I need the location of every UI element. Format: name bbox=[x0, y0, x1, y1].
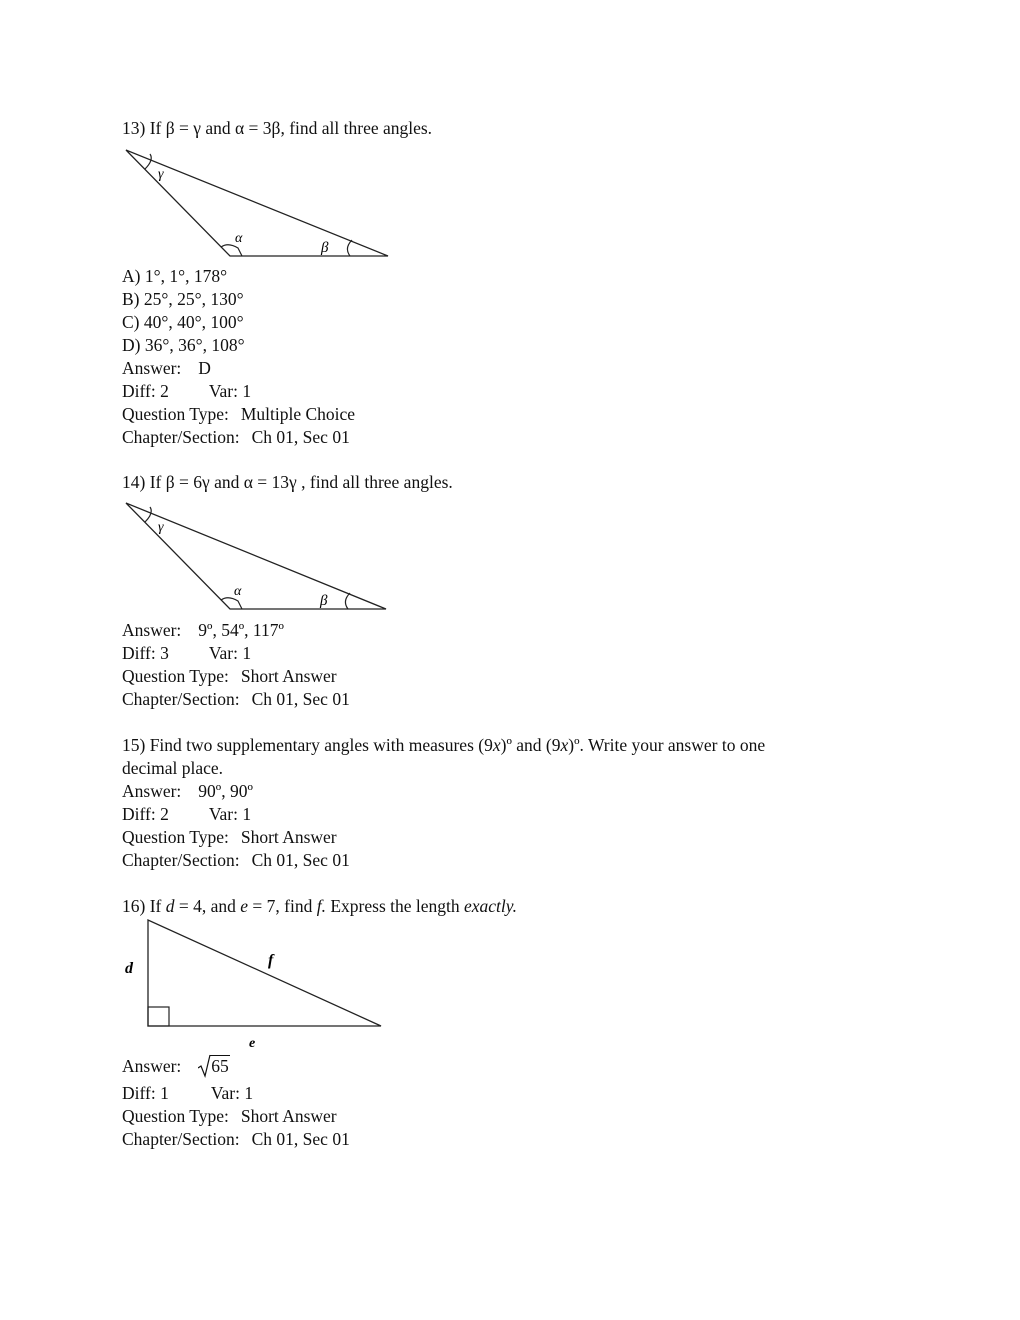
q13-gamma-arc bbox=[145, 154, 151, 169]
radical-sign-icon bbox=[198, 1053, 211, 1079]
q14-var: Var: 1 bbox=[208, 643, 252, 663]
q15-section-label: Chapter/Section: bbox=[122, 850, 240, 870]
q13-type-line bbox=[122, 403, 355, 425]
q16-answer-line bbox=[122, 1055, 230, 1077]
q14-diff: Diff: 3 bbox=[122, 643, 169, 663]
q15-stem-part1: 15) Find two supplementary angles with measures (9 bbox=[122, 735, 493, 755]
q14-section-value: Ch 01, Sec 01 bbox=[251, 689, 350, 709]
q14-stem: 14) If β = 6γ and α = 13γ , find all three angles. bbox=[122, 472, 453, 492]
q13-type-value: Multiple Choice bbox=[240, 404, 356, 424]
q16-stem-var-e: e bbox=[240, 896, 249, 916]
q13-triangle bbox=[126, 150, 388, 256]
q16-stem-var-f: f. bbox=[316, 896, 326, 916]
q15-diff: Diff: 2 bbox=[122, 804, 169, 824]
q13-section-label: Chapter/Section: bbox=[122, 427, 240, 447]
q16-meta-line bbox=[122, 1082, 253, 1104]
q13-choice-a: A) 1°, 1°, 178° bbox=[122, 266, 228, 286]
q14-beta-label: β bbox=[320, 593, 328, 609]
q16-stem-var-d: d bbox=[165, 896, 175, 916]
q14-triangle-figure bbox=[118, 495, 398, 615]
q13-answer-value: D bbox=[198, 358, 211, 378]
q16-section-label: Chapter/Section: bbox=[122, 1129, 240, 1149]
q16-answer-radicand: 65 bbox=[211, 1056, 229, 1076]
q14-section-line bbox=[122, 688, 350, 710]
q14-answer-label: Answer: bbox=[122, 620, 182, 640]
q16-right-angle-marker bbox=[148, 1007, 169, 1026]
q13-answer-line bbox=[122, 357, 211, 379]
q14-answer-line bbox=[122, 619, 284, 641]
q16-label-e: e bbox=[249, 1036, 256, 1051]
q13-stem: 13) If β = γ and α = 3β, find all three angles. bbox=[122, 118, 433, 138]
q16-section-value: Ch 01, Sec 01 bbox=[251, 1129, 350, 1149]
q15-type-label: Question Type: bbox=[122, 827, 229, 847]
q16-stem-part4: Express the length bbox=[325, 896, 464, 916]
q14-section-label: Chapter/Section: bbox=[122, 689, 240, 709]
q15-section-line bbox=[122, 849, 350, 871]
q16-right-triangle-figure bbox=[118, 912, 398, 1052]
q16-answer-label: Answer: bbox=[122, 1056, 182, 1076]
q16-label-f: f bbox=[268, 952, 274, 969]
q13-alpha-label: α bbox=[235, 231, 243, 246]
q16-answer-sqrt bbox=[198, 1055, 230, 1077]
q13-meta-line bbox=[122, 380, 251, 402]
q16-type-label: Question Type: bbox=[122, 1106, 229, 1126]
q13-var: Var: 1 bbox=[208, 381, 252, 401]
q13-choice-b: B) 25°, 25°, 130° bbox=[122, 289, 244, 309]
q15-stem-line1 bbox=[122, 734, 765, 756]
q15-type-line bbox=[122, 826, 337, 848]
q14-type-line bbox=[122, 665, 337, 687]
q15-var: Var: 1 bbox=[208, 804, 252, 824]
q14-beta-arc bbox=[345, 593, 350, 609]
q13-diff: Diff: 2 bbox=[122, 381, 169, 401]
q15-stem-var1: x bbox=[492, 735, 501, 755]
q14-triangle bbox=[126, 503, 386, 609]
q16-stem-part2: = 4, and bbox=[174, 896, 241, 916]
q14-answer-value: 9º, 54º, 117º bbox=[198, 620, 284, 640]
q15-meta-line bbox=[122, 803, 251, 825]
q16-diff: Diff: 1 bbox=[122, 1083, 169, 1103]
q15-stem-part3: )º. Write your answer to one bbox=[568, 735, 766, 755]
q14-meta-line bbox=[122, 642, 251, 664]
q15-section-value: Ch 01, Sec 01 bbox=[251, 850, 350, 870]
q14-type-label: Question Type: bbox=[122, 666, 229, 686]
q15-stem-part2: )º and (9 bbox=[500, 735, 561, 755]
q13-beta-arc bbox=[347, 240, 352, 256]
q16-var: Var: 1 bbox=[210, 1083, 254, 1103]
q13-choice-d: D) 36°, 36°, 108° bbox=[122, 335, 245, 355]
q15-stem-var2: x bbox=[560, 735, 569, 755]
q16-section-line bbox=[122, 1128, 350, 1150]
q13-beta-label: β bbox=[321, 240, 329, 256]
q16-label-d: d bbox=[125, 960, 133, 977]
q14-gamma-label: γ bbox=[158, 520, 164, 535]
q15-type-value: Short Answer bbox=[240, 827, 337, 847]
q16-stem-part1: 16) If bbox=[122, 896, 166, 916]
q14-alpha-label: α bbox=[234, 584, 242, 599]
q14-gamma-arc bbox=[145, 507, 151, 522]
q15-answer-value: 90º, 90º bbox=[198, 781, 253, 801]
q13-section-value: Ch 01, Sec 01 bbox=[251, 427, 350, 447]
q16-stem-emph: exactly. bbox=[464, 896, 517, 916]
q16-right-triangle bbox=[148, 920, 381, 1026]
q13-answer-label: Answer: bbox=[122, 358, 182, 378]
q13-triangle-figure bbox=[118, 142, 398, 262]
q13-choice-c: C) 40°, 40°, 100° bbox=[122, 312, 244, 332]
q14-type-value: Short Answer bbox=[240, 666, 337, 686]
q13-section-line bbox=[122, 426, 350, 448]
q13-gamma-label: γ bbox=[158, 167, 164, 182]
q15-answer-label: Answer: bbox=[122, 781, 182, 801]
q13-type-label: Question Type: bbox=[122, 404, 229, 424]
q16-type-value: Short Answer bbox=[240, 1106, 337, 1126]
q16-stem-part3: = 7, find bbox=[248, 896, 317, 916]
q15-answer-line bbox=[122, 780, 253, 802]
q16-type-line bbox=[122, 1105, 337, 1127]
q15-stem-line2: decimal place. bbox=[122, 758, 224, 778]
